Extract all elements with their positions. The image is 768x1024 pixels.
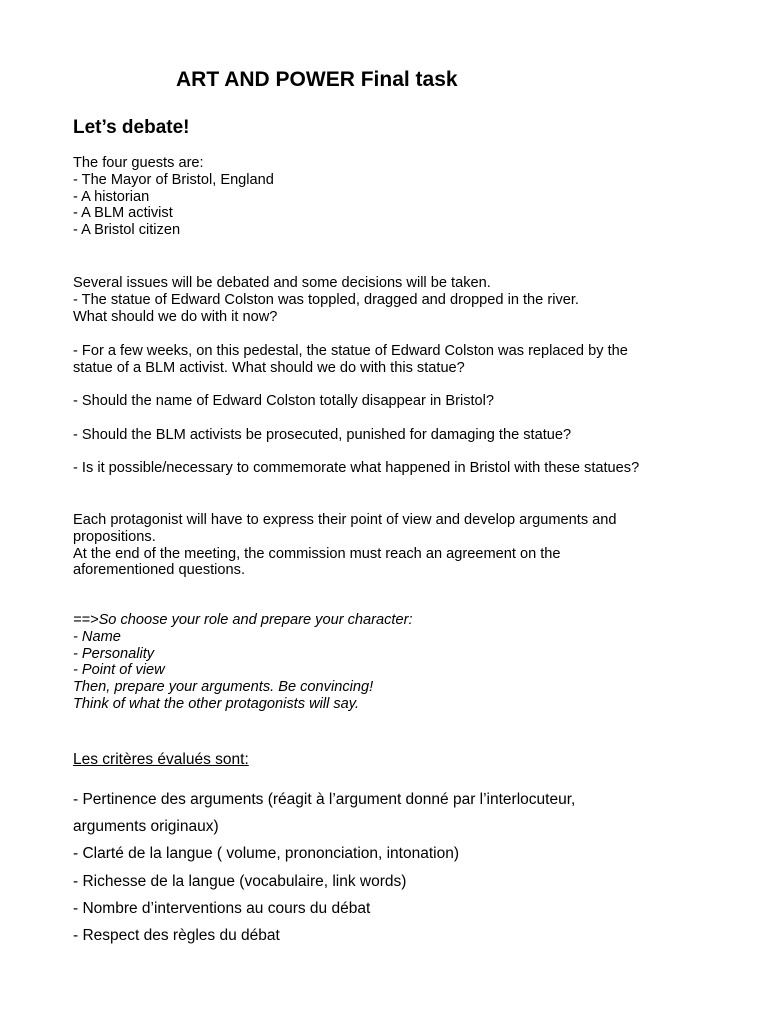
issue-replaced-question: statue of a BLM activist. What should we do with this statue? [73, 359, 465, 376]
issue-replaced: - For a few weeks, on this pedestal, the statue of Edward Colston was replaced by the [73, 343, 628, 359]
list-item: - A BLM activist [73, 205, 173, 222]
issues-intro: Several issues will be debated and some decisions will be taken. [73, 275, 491, 291]
issue-prosecuted: - Should the BLM activists be prosecuted, punished for damaging the statue? [73, 427, 572, 443]
criteria-item: - Richesse de la langue (vocabulaire, link words) [73, 872, 407, 890]
issue-prosecuted-block [73, 427, 571, 444]
issue-statue: - The statue of Edward Colston was toppled, dragged and dropped in the river. [73, 291, 579, 308]
list-item: - A historian [73, 188, 150, 205]
protagonists-block [73, 512, 617, 579]
criteria-item: - Pertinence des arguments (réagit à l’argument donné par l’interlocuteur, [73, 791, 576, 808]
guests-list [73, 155, 274, 239]
role-line: - Personality [73, 645, 155, 662]
criteria-list [73, 786, 575, 949]
page-title: ART AND POWER Final task [176, 68, 458, 91]
issue-name-block [73, 393, 494, 410]
list-item: - The Mayor of Bristol, England [73, 171, 274, 188]
protagonists-line: At the end of the meeting, the commission must reach an agreement on the [73, 545, 561, 562]
issue-statue-question: What should we do with it now? [73, 308, 278, 325]
protagonists-line: propositions. [73, 528, 156, 545]
role-line: Then, prepare your arguments. Be convincing! [73, 679, 374, 696]
protagonists-line: aforementioned questions. [73, 562, 245, 579]
issue-name: - Should the name of Edward Colston totally disappear in Bristol? [73, 393, 495, 409]
role-line: Think of what the other protagonists will say. [73, 695, 360, 712]
issue-commemorate-block [73, 460, 639, 477]
issue-commemorate: - Is it possible/necessary to commemorate what happened in Bristol with these statues? [73, 460, 640, 476]
guests-intro: The four guests are: [73, 155, 204, 171]
criteria-item: arguments originaux) [73, 818, 219, 836]
criteria-item: - Respect des règles du débat [73, 927, 280, 945]
criteria-item: - Nombre d’interventions au cours du débat [73, 899, 371, 917]
role-line: - Name [73, 628, 121, 645]
role-line: - Point of view [73, 662, 165, 679]
protagonists-line: Each protagonist will have to express their point of view and develop arguments and [73, 512, 617, 528]
role-line: ==>So choose your role and prepare your character: [73, 612, 413, 628]
issues-intro-block [73, 275, 579, 325]
list-item: - A Bristol citizen [73, 222, 181, 239]
criteria-item: - Clarté de la langue ( volume, prononciation, intonation) [73, 845, 460, 863]
criteria-heading: Les critères évalués sont: [73, 751, 249, 768]
role-instructions [73, 612, 413, 713]
issue-replaced-block [73, 343, 628, 377]
section-heading: Let’s debate! [73, 117, 190, 138]
